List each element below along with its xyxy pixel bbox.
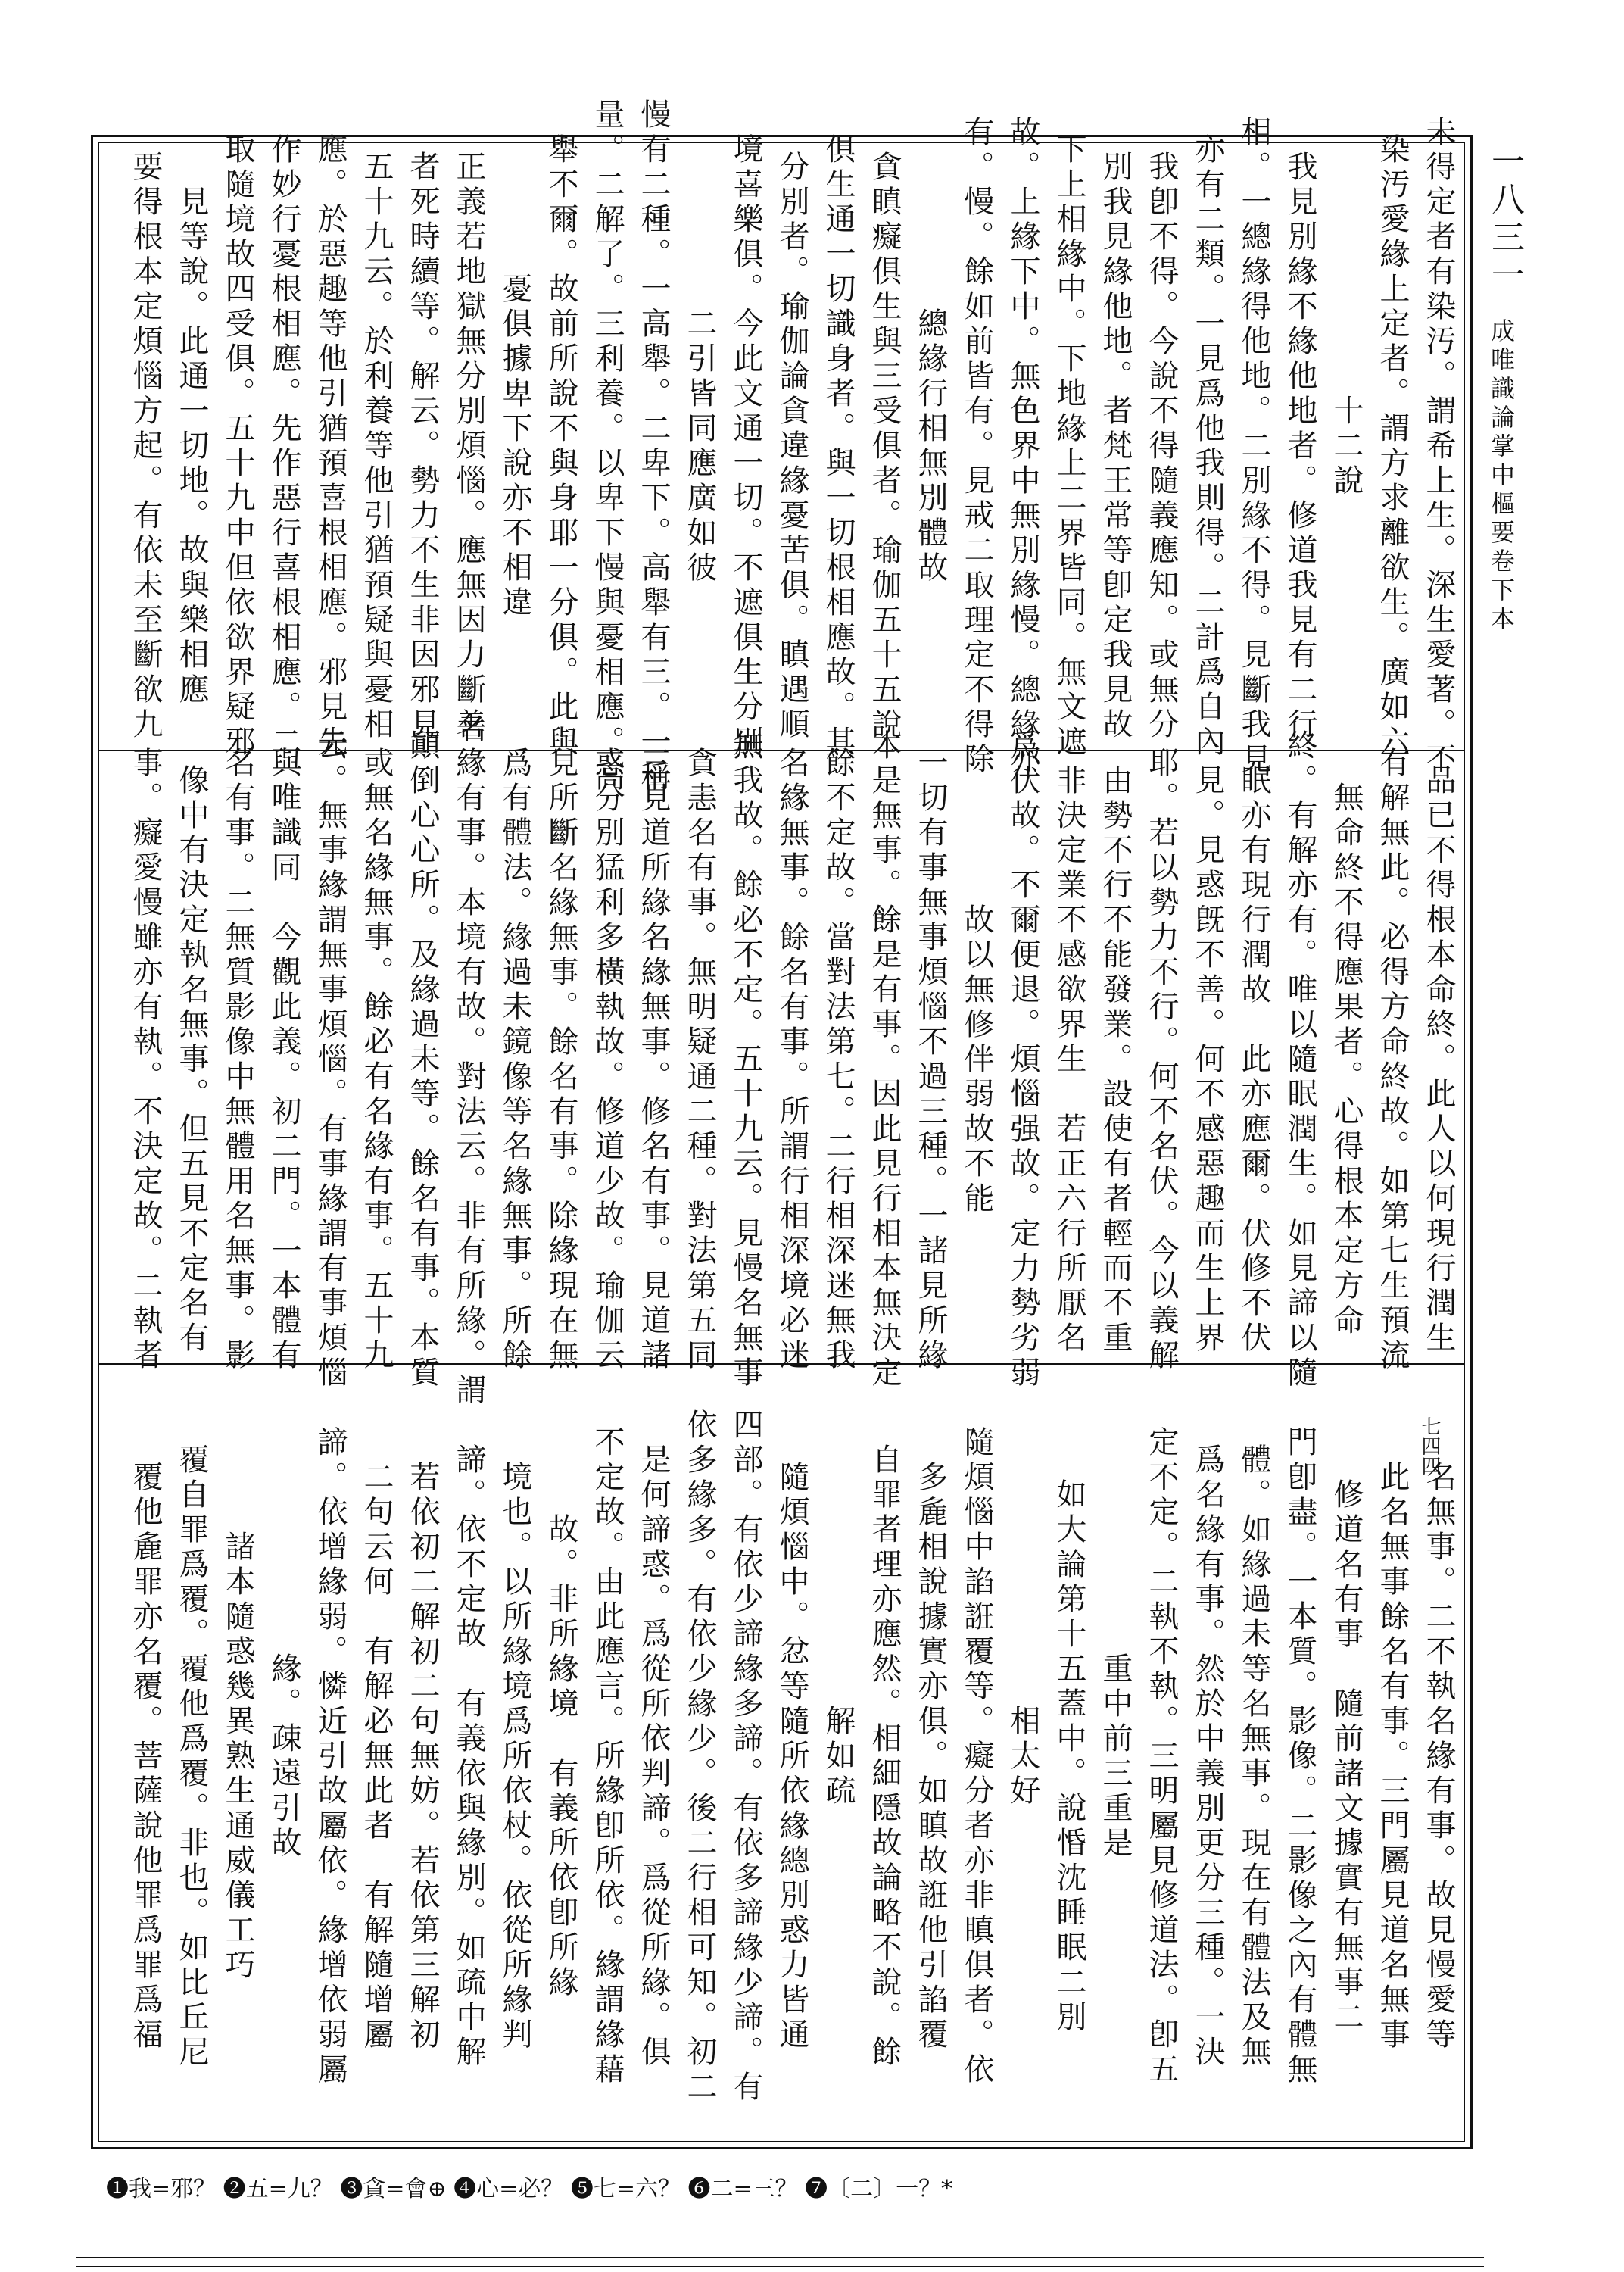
text-column: 諸本隨惑幾異熟生通威儀工巧 (220, 1531, 255, 1983)
text-column: 或無名緣無事。餘必有名緣有事。五十九 (359, 747, 394, 1374)
text-column: 隨煩惱中諂誑覆等。癡分者亦非瞋俱者。依 (959, 1426, 994, 2088)
text-column: 相。一總緣得他地。二別緣不得。見斷我見 (1236, 116, 1271, 778)
text-column: 諦。依不定故 有義依與緣別。如疏中解 (451, 1443, 486, 2071)
text-column: 解如疏 (821, 1705, 856, 1809)
text-column: 憂俱據卑下說亦不相違 (497, 273, 532, 621)
text-column: 相太好 (1005, 1705, 1040, 1809)
bottom-rule (76, 2266, 1484, 2267)
text-column: 亦有二類。一見爲他我則得。二計爲自內 (1190, 133, 1225, 760)
text-column: 見等說。此通一切地。故與樂相應 (174, 186, 209, 708)
text-column: 作妙行憂根相應。先作惡行喜根相應。二 (267, 133, 301, 760)
text-column: 若依初二解初二句無妨。若依第三解初 (405, 1461, 440, 2053)
text-column: 如大論第十五蓋中。說惛沈睡眠二別 (1052, 1478, 1086, 2036)
text-column: 眠亦有現行潤故 此亦應爾。伏修不伏 (1236, 764, 1271, 1356)
text-column: 餘不定故。當對法第七。二行相深迷無我 (821, 747, 856, 1374)
text-column: 終。有解亦有。唯以隨眠潤生。如見諦以隨 (1283, 729, 1317, 1391)
text-column: 耶。若以勢力不行。何不名伏。今以義解 (1144, 747, 1179, 1374)
text-column: 貪恚名有事。無明疑通二種。對法第五同 (682, 747, 717, 1374)
text-block-upper (114, 98, 1456, 795)
text-column: 名無事。二不執名緣有事。故見慢愛等 (1421, 1461, 1456, 2053)
text-column: 別我見緣他地。者梵王常等卽定我見故 (1098, 151, 1133, 743)
text-column: 隨煩惱中。忿等隨所依緣總別惑力皆通 (775, 1461, 809, 2053)
text-column: 要得根本定煩惱方起。有依未至斷欲九 (128, 151, 163, 743)
text-column: 應。於惡趣等他引猶預喜根相應。邪見先 (313, 133, 348, 760)
text-column: 俱生通一切識身者。與一切根相應故。其 (821, 133, 856, 760)
text-column: 此名無事餘名有事。三門屬見道名無事 (1375, 1461, 1410, 2053)
text-column: 染汚愛緣上定者。謂方求離欲生。廣如六 (1375, 133, 1410, 760)
text-column: 覆他麁罪亦名覆。菩薩說他罪爲罪爲福 (128, 1461, 163, 2053)
text-column: 自罪者理亦應然。相細隱故論略不說。餘 (867, 1443, 902, 2071)
text-column: 爲伏故。不爾便退。煩惱强故。定力勢劣弱 (1005, 729, 1040, 1391)
text-column: 諦。依增緣弱。憐近引故屬依。緣增依弱屬 (313, 1426, 348, 2088)
running-title: 成唯識論掌中樞要卷下本 (1487, 318, 1516, 635)
text-column: 五十九云。於利養等他引猶預疑與憂相 (359, 151, 394, 743)
section-divider (98, 1363, 1465, 1365)
text-column: 故以無修伴弱故不能 (959, 903, 994, 1217)
text-column: 故。非所緣境 有義所依卽所緣 (544, 1513, 578, 2001)
text-column: 無命終不得應果者。心得根本定方命 (1329, 782, 1364, 1339)
text-column: 無我故。餘必不定。五十九云。見慢名無事 (728, 729, 763, 1391)
text-column: 定不定。二執不執。三明屬見修道法。卽五 (1144, 1426, 1179, 2088)
text-column: 非決定業不感欲界生 若正六行所厭名 (1052, 764, 1086, 1356)
text-column: 修道名有事 隨前諸文據實有無事二 (1329, 1478, 1364, 2036)
text-column: 體。如緣過未等名無事。現在有體法及無 (1236, 1443, 1271, 2071)
text-column: 見所斷名緣無事。餘名有事。除緣現在無 (544, 747, 578, 1374)
text-column: 未得定者有染汚。謂希上生。深生愛著。不 (1421, 116, 1456, 778)
text-column: 三見道所緣名緣無事。修名有事。見道諸 (636, 747, 671, 1374)
text-column: 取隨境故四受俱。五十九中但依欲界疑邪 (220, 133, 255, 760)
text-column: 二引皆同應廣如彼 (682, 307, 717, 586)
text-column: 十二說 (1329, 395, 1364, 499)
text-column: 爲名緣有事。然於中義別更分三種。一決 (1190, 1443, 1225, 2071)
text-column: 見。見惑旣不善。何不感惡趣而生上界 (1190, 764, 1225, 1356)
text-column: 下上相緣中。下地緣上二界皆同。無文遮 (1052, 133, 1086, 760)
text-column: 我卽不得。今說不得隨義應知。或無分 (1144, 151, 1179, 743)
text-column: 云。無事緣謂無事煩惱。有事緣謂有事煩惱 (313, 729, 348, 1391)
text-column: 我見別緣不緣他地者。修道我見有二行 (1283, 151, 1317, 743)
text-block-middle (114, 712, 1456, 1409)
text-column: 緣。疎遠引故 (267, 1653, 301, 1862)
text-column: 一切有事無事煩惱不過三種。一諸見所緣 (913, 747, 948, 1374)
text-column: 是何諦惑。爲從所依判諦。爲從所緣。俱 (636, 1443, 671, 2071)
text-column: 境喜樂俱。今此文通一切。不遮俱生分別 (728, 133, 763, 760)
text-column: 不定故。由此應言。所緣卽所依。緣謂緣藉 (590, 1426, 625, 2088)
text-column: 多麁相說據實亦俱。如瞋故誑他引諂覆 (913, 1461, 948, 2053)
text-column: 重中前三重是 (1098, 1653, 1133, 1862)
text-column: 依多緣多。有依少緣少。後二行相可知。初二 (682, 1409, 717, 2105)
text-column: 有解無此。必得方命終故。如第七生預流 (1375, 747, 1410, 1374)
text-column: 爲有體法。緣過未鏡像等名緣無事。所餘 (497, 747, 532, 1374)
text-column: 覆自罪爲覆。覆他爲覆。非也。如比丘尼 (174, 1443, 209, 2071)
footnotes: ❶我=邪？ ❷五=九？ ❸貪=會⊕ ❹心=必？ ❺七=六？ ❻二=三？ ❼〔二〕一？* (106, 2176, 953, 2202)
text-column: 名有事。二無質影像中無體用名無事。影 (220, 747, 255, 1374)
text-column: 有。慢。餘如前皆有。見戒二取理定不得除 (959, 116, 994, 778)
text-column: 名緣有事。本境有故。對法云。非有所緣。謂 (451, 712, 486, 1409)
text-column: 名緣無事。餘名有事。所謂行相深境必迷 (775, 747, 809, 1374)
marginal-note: 七四四 (1418, 1416, 1441, 1475)
text-column: 總緣行相無別體故 (913, 307, 948, 586)
text-column: 舉不爾。故前所說不與身耶一分俱。此與 (544, 133, 578, 760)
text-column: 故。上緣下中。無色界中無別緣慢。總緣亦 (1005, 116, 1040, 778)
text-column: 本是無事。餘是有事。因此見行相本無決定 (867, 729, 902, 1391)
text-column: 境也。以所緣境爲所依杖。依從所緣判 (497, 1461, 532, 2053)
text-column: 門卽盡。一本質。影像。二影像之內有體無 (1283, 1426, 1317, 2088)
text-column: 由勢不行不能發業。設使有者輕而不重 (1098, 764, 1133, 1356)
text-column: 分別者。瑜伽論貪違緣憂苦俱。瞋遇順 (775, 151, 809, 743)
text-column: 惑分別猛利多橫執故。修道少故。瑜伽云 (590, 747, 625, 1374)
text-column: 慢有二種。一高舉。二卑下。高舉有三。一稱 (636, 98, 671, 795)
text-column: 二句云何 有解必無此者 有解隨增屬 (359, 1461, 394, 2053)
text-column: 顚倒心心所。及緣過未等。餘名有事。本質 (405, 729, 440, 1391)
text-column: 量。二解了。三利養。以卑下慢與憂相應。高 (590, 98, 625, 795)
text-column: 事。癡愛慢雖亦有執。不決定故。二執者 (128, 747, 163, 1374)
text-column: 貪瞋癡俱生與三受俱者。瑜伽五十五說 (867, 151, 902, 743)
bottom-rule (76, 2257, 1484, 2258)
page-number: 一八三一 (1485, 144, 1524, 295)
text-column: 四部。有依少諦緣多諦。有依多諦緣少諦。有 (728, 1409, 763, 2105)
text-block-lower (114, 1378, 1454, 2136)
text-column: 品已不得根本命終。此人以何現行潤生 (1421, 764, 1456, 1356)
text-column: 像中有決定執名無事。但五見不定名有 (174, 764, 209, 1356)
text-column: 者死時續等。解云。勢力不生非因邪見 (405, 151, 440, 743)
text-column: 與唯識同 今觀此義。初二門。一本體有 (267, 747, 301, 1374)
text-column: 正義若地獄無分別煩惱。應無因力斷善 (451, 151, 486, 743)
